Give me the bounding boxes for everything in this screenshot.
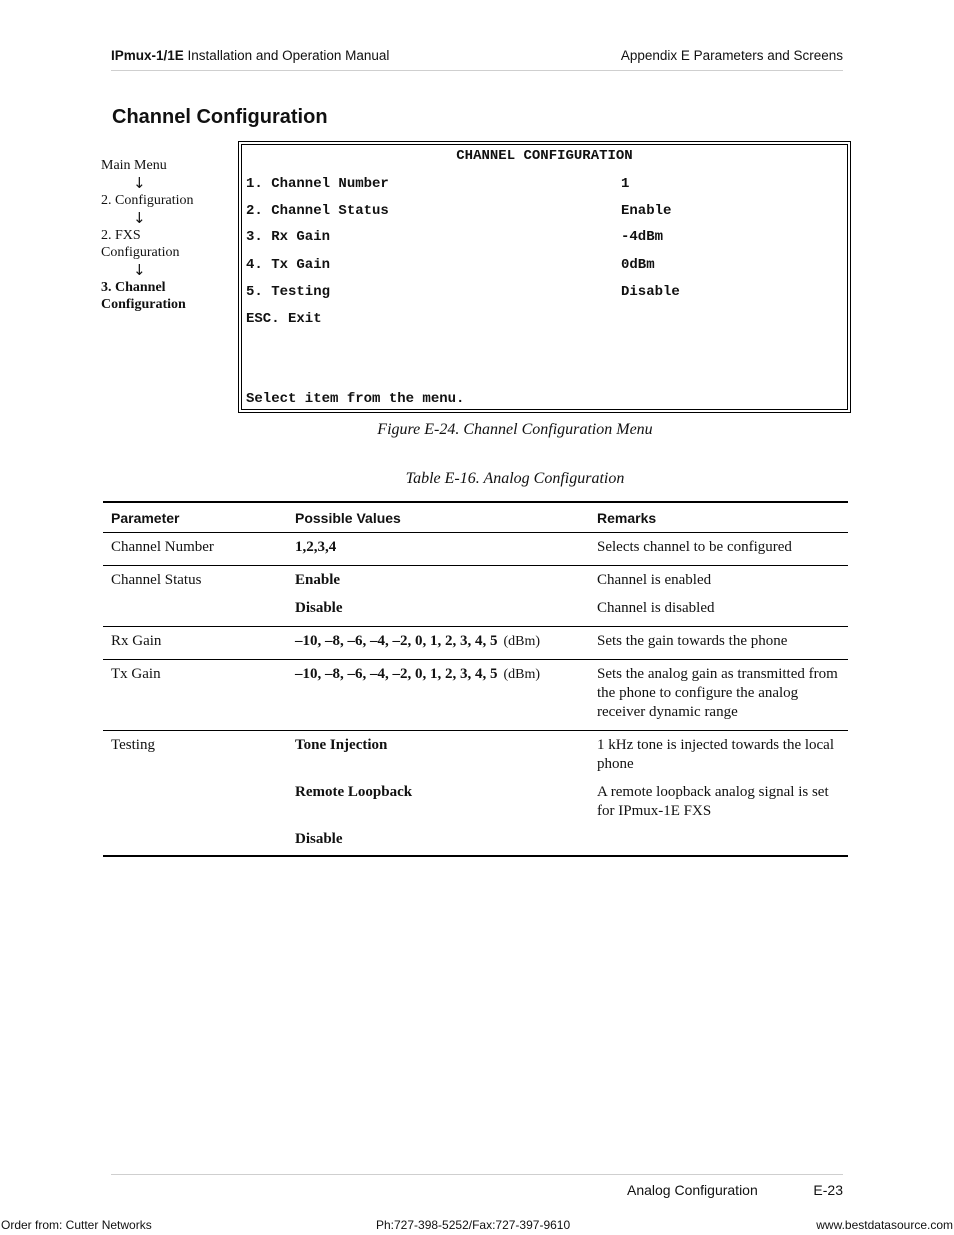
- menu-path-main-menu: Main Menu: [101, 158, 167, 173]
- page-footer: [111, 1174, 843, 1198]
- table-row: Rx Gain –10, –8, –6, –4, –2, 0, 1, 2, 3, 4, 5 (dBm) Sets the gain towards the phone: [103, 627, 848, 660]
- menu-item-channel-status[interactable]: 2. Channel Status Enable: [246, 203, 672, 219]
- order-from-text: Order from: Cutter Networks: [1, 1218, 152, 1232]
- footer-section-title: Analog Configuration: [627, 1182, 758, 1198]
- column-header-remarks: Remarks: [589, 502, 848, 533]
- menu-path: [101, 157, 231, 313]
- product-name: IPmux-1/1E: [111, 48, 184, 63]
- terminal-title: CHANNEL CONFIGURATION: [456, 148, 633, 164]
- figure-caption: Figure E-24. Channel Configuration Menu: [377, 421, 653, 438]
- table-row: Disable: [295, 831, 343, 847]
- menu-item-testing[interactable]: 5. Testing Disable: [246, 284, 680, 300]
- table-row: Tx Gain –10, –8, –6, –4, –2, 0, 1, 2, 3, 4, 5 (dBm) Sets the analog gain as transmitted from the phone to configure the analog receiver dynamic range: [103, 660, 848, 731]
- phone-fax-text: Ph:727-398-5252/Fax:727-397-9610: [376, 1218, 571, 1232]
- website-text: www.bestdatasource.com: [816, 1218, 953, 1232]
- menu-path-configuration: 2. Configuration: [101, 193, 194, 208]
- manual-title: Installation and Operation Manual: [187, 48, 390, 63]
- terminal-prompt: Select item from the menu.: [246, 391, 465, 407]
- column-header-possible-values: Possible Values: [287, 502, 589, 533]
- table-row: Testing Tone Injection 1 kHz tone is injected towards the local phone: [111, 737, 835, 772]
- table-row: Remote Loopback A remote loopback analog signal is set for IPmux-1E FXS: [295, 784, 829, 819]
- table-header-row: [103, 502, 848, 533]
- column-header-parameter: Parameter: [103, 502, 287, 533]
- menu-item-exit[interactable]: ESC. Exit: [246, 311, 322, 327]
- menu-path-channel-configuration: 3. Channel Configuration: [101, 280, 186, 312]
- down-arrow-icon: ↓: [133, 261, 146, 279]
- page-header: [111, 48, 843, 71]
- appendix-title: Appendix E Parameters and Screens: [620, 48, 843, 63]
- terminal-screen: [238, 141, 851, 413]
- menu-item-tx-gain[interactable]: 4. Tx Gain 0dBm: [246, 257, 655, 273]
- table-caption: Table E-16. Analog Configuration: [405, 470, 625, 487]
- table-row: Channel Number 1,2,3,4 Selects channel to be configured: [103, 533, 848, 566]
- down-arrow-icon: ↓: [133, 174, 146, 192]
- down-arrow-icon: ↓: [133, 209, 146, 227]
- analog-configuration-table: [103, 501, 848, 857]
- menu-item-channel-number[interactable]: 1. Channel Number 1: [246, 176, 630, 192]
- table-row: Disable Channel is disabled: [103, 594, 848, 627]
- table-row: Channel Status Enable Channel is enabled: [111, 572, 712, 588]
- page-number: E-23: [813, 1182, 843, 1198]
- section-title: Channel Configuration: [112, 106, 328, 128]
- menu-path-fxs-configuration: 2. FXS Configuration: [101, 228, 180, 260]
- menu-item-rx-gain[interactable]: 3. Rx Gain -4dBm: [246, 229, 664, 245]
